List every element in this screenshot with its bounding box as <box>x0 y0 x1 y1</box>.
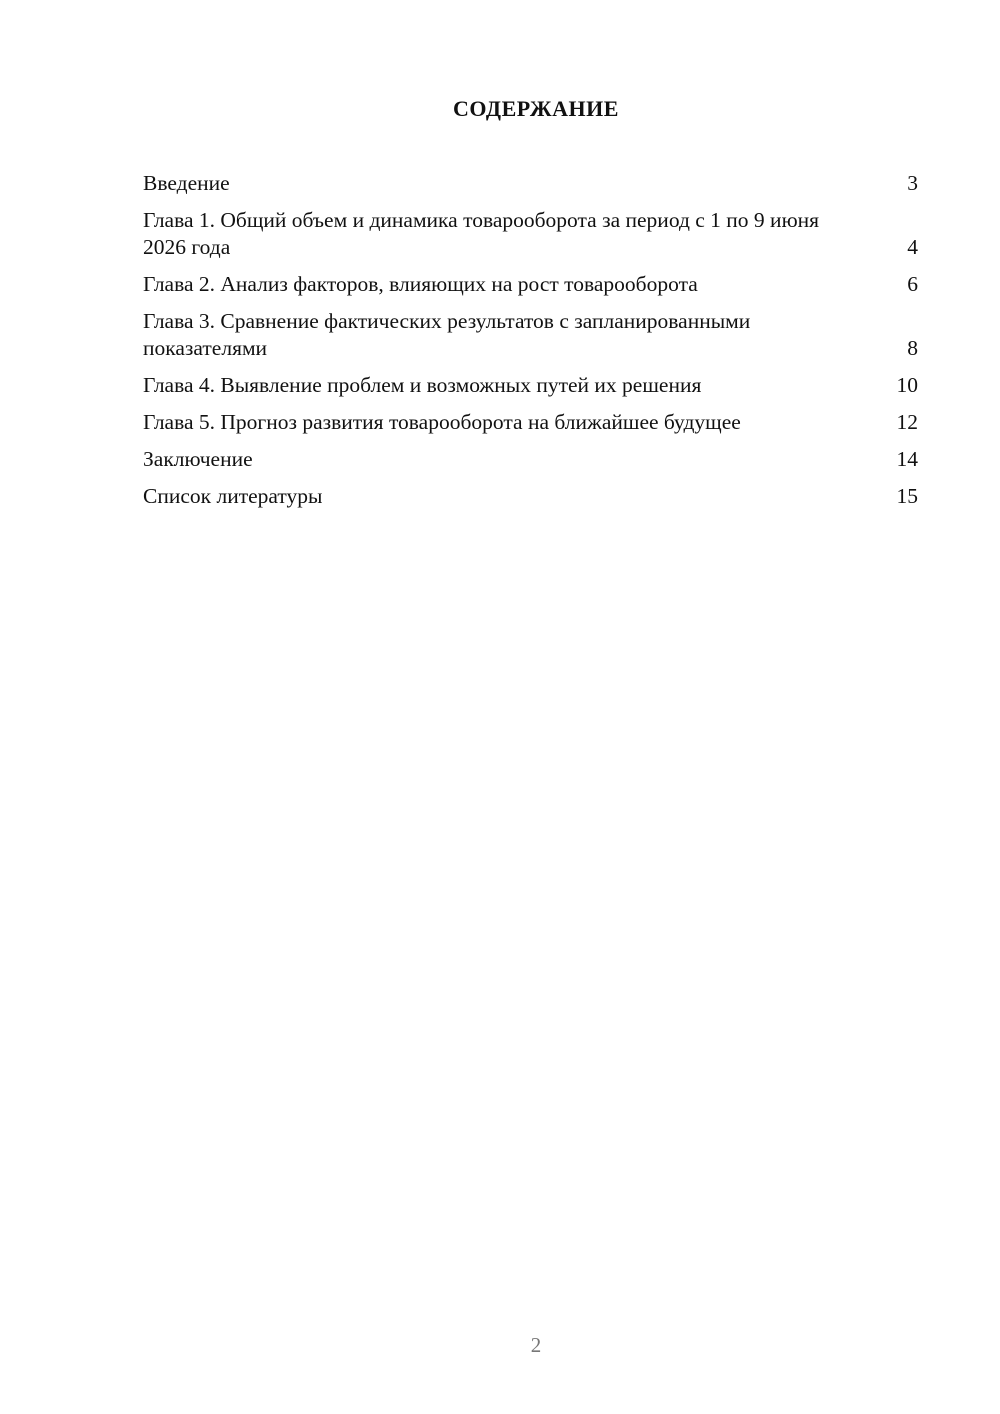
toc-entry-page: 15 <box>896 484 918 508</box>
toc-entry-page: 10 <box>896 373 918 397</box>
toc-entry-title: Глава 2. Анализ факторов, влияющих на рост товарооборота <box>143 272 698 296</box>
toc-entry-chapter-1 <box>143 207 918 261</box>
toc-entry-chapter-5 <box>143 409 918 436</box>
toc-entry-introduction <box>143 170 918 197</box>
page-number: 2 <box>530 1333 542 1357</box>
toc-entry-title: Глава 1. Общий объем и динамика товарооборота за период с 1 по 9 июня 2026 года <box>143 208 820 259</box>
toc-entry-conclusion <box>143 446 918 473</box>
toc-entry-title: Глава 4. Выявление проблем и возможных путей их решения <box>143 373 702 397</box>
toc-entry-title: Глава 3. Сравнение фактических результатов с запланированными показателями <box>143 309 751 360</box>
toc-entry-page: 4 <box>907 235 918 259</box>
toc-entry-title: Введение <box>143 171 230 195</box>
toc-entry-title: Глава 5. Прогноз развития товарооборота на ближайшее будущее <box>143 410 741 434</box>
toc-entry-title: Список литературы <box>143 484 323 508</box>
toc-entry-chapter-3 <box>143 308 918 362</box>
toc-entry-references <box>143 483 918 510</box>
toc-entry-page: 6 <box>907 272 918 296</box>
toc-entry-page: 8 <box>907 336 918 360</box>
page-title: СОДЕРЖАНИЕ <box>453 96 619 121</box>
toc-entry-page: 14 <box>896 447 918 471</box>
toc-entry-chapter-2 <box>143 271 918 298</box>
toc-entry-page: 12 <box>896 410 918 434</box>
toc-entry-page: 3 <box>907 171 918 195</box>
table-of-contents <box>143 170 918 520</box>
toc-entry-title: Заключение <box>143 447 253 471</box>
toc-entry-chapter-4 <box>143 372 918 399</box>
